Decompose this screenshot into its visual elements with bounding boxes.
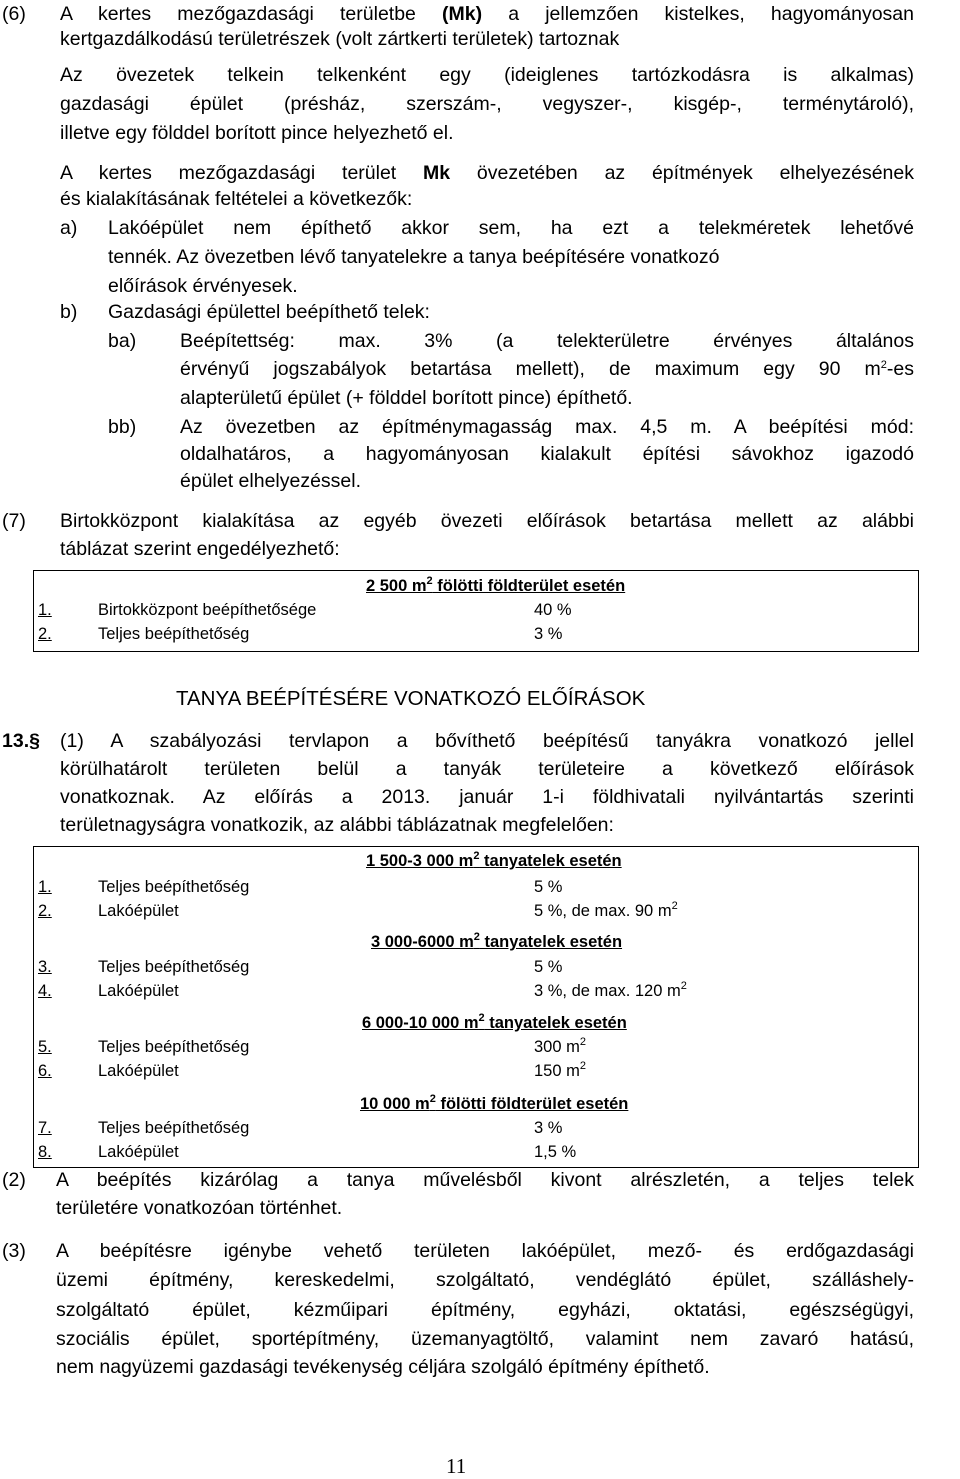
- section-title: TANYA BEÉPÍTÉSÉRE VONATKOZÓ ELŐÍRÁSOK: [176, 687, 646, 710]
- page-number: 11: [446, 1454, 467, 1478]
- text-line: területére vonatkozóan történhet.: [56, 1197, 343, 1219]
- text-line: épület elhelyezéssel.: [180, 470, 362, 492]
- paragraph-number: (7): [2, 510, 26, 532]
- text-line: A beépítésre igénybe vehető területen lakóépület, mező- és erdőgazdasági: [56, 1240, 914, 1262]
- table-row-value: 5 %: [534, 958, 563, 976]
- table-row-value: 40 %: [534, 601, 572, 619]
- text-line: Az övezetben az építménymagasság max. 4,5 m. A beépítési mód:: [180, 416, 914, 438]
- text-line: A kertes mezőgazdasági területbe (Mk) a jellemzően kistelkes, hagyományosan: [60, 3, 914, 25]
- table-row-value: 3 %: [534, 625, 563, 643]
- table-group-header: 10 000 $m^2$ fölötti földterület esetén: [360, 1093, 629, 1113]
- text-line: Beépítettség: max. 3% (a telekterületre érvényes általános: [180, 330, 914, 352]
- table-group-header: 3 000-6000 $m^2$ tanyatelek esetén: [371, 931, 623, 951]
- text-line: üzemi építmény, kereskedelmi, szolgáltató, vendéglátó épület, szálláshely-: [56, 1269, 914, 1291]
- text-line: Gazdasági épülettel beépíthető telek:: [108, 301, 430, 323]
- table-row-label: Teljes beépíthetőség: [98, 878, 250, 896]
- text-line: táblázat szerint engedélyezhető:: [60, 538, 340, 560]
- text-line: gazdasági épület (présház, szerszám-, vegyszer-, kisgép-, terménytároló),: [60, 93, 914, 115]
- paragraph-number: (6): [2, 3, 26, 25]
- table-row-value: 5 %: [534, 878, 563, 896]
- text-line: oldalhatáros, a hagyományosan kialakult építési sávokhoz igazodó: [180, 443, 914, 465]
- table-row-value: 3 %: [534, 1119, 563, 1137]
- text-line: kertgazdálkodású területrészek (volt zártkerti területek) tartoznak: [60, 28, 620, 50]
- text-line: A kertes mezőgazdasági terület Mk övezetében az építmények elhelyezésének: [60, 162, 914, 184]
- text-line: Lakóépület nem építhető akkor sem, ha ezt a telekméretek lehetővé: [108, 217, 914, 239]
- table-row-number: 6.: [38, 1062, 52, 1080]
- text-line: (1) A szabályozási tervlapon a bővíthető beépítésű tanyákra vonatkozó jellel: [60, 730, 914, 752]
- table-row-number: 1.: [38, 601, 52, 619]
- list-label: b): [60, 301, 78, 323]
- table-row-number: 2.: [38, 902, 52, 920]
- text-line: nem nagyüzemi gazdasági tevékenység céljára szolgáló építmény építhető.: [56, 1356, 710, 1378]
- table-row-label: Lakóépület: [98, 1062, 179, 1080]
- table-row-value: 300 $m^2$: [534, 1036, 586, 1056]
- list-label: bb): [108, 416, 137, 438]
- table-row-value: 5 %, de max. 90 $m^2$: [534, 900, 678, 920]
- text-line: körülhatárolt területen belül a tanyák területeire a következő előírások: [60, 758, 914, 780]
- text-line: szolgáltató épület, kézműipari építmény, egyházi, oktatási, egészségügyi,: [56, 1299, 914, 1321]
- text-line: és kialakításának feltételei a következők:: [60, 188, 413, 210]
- table-row-number: 7.: [38, 1119, 52, 1137]
- text-line: vonatkoznak. Az előírás a 2013. január 1-i földhivatali nyilvántartás szerinti: [60, 786, 914, 808]
- table-group-header: 1 500-3 000 $m^2$ tanyatelek esetén: [366, 850, 622, 870]
- text-line: előírások érvényesek.: [108, 275, 298, 297]
- section-number: 13.§: [2, 730, 40, 752]
- table-row-number: 8.: [38, 1143, 52, 1161]
- table-row-label: Teljes beépíthetőség: [98, 625, 250, 643]
- table-row-number: 3.: [38, 958, 52, 976]
- table-row-label: Lakóépület: [98, 902, 179, 920]
- text-line: alapterületű épület (+ földdel borított pince) építhető.: [180, 387, 633, 409]
- table-row-label: Teljes beépíthetőség: [98, 958, 250, 976]
- table-row-value: 3 %, de max. 120 $m^2$: [534, 980, 687, 1000]
- table-row-value: 1,5 %: [534, 1143, 577, 1161]
- table-row-number: 5.: [38, 1038, 52, 1056]
- text-line: területnagyságra vonatkozik, az alábbi táblázatnak megfelelően:: [60, 814, 614, 836]
- table-row-label: Lakóépület: [98, 1143, 179, 1161]
- table-group-header: 2 500 $m^2$ fölötti földterület esetén: [366, 575, 626, 595]
- table-group-header: 6 000-10 000 $m^2$ tanyatelek esetén: [362, 1012, 627, 1032]
- text-line: Birtokközpont kialakítása az egyéb övezeti előírások betartása mellett az alábbi: [60, 510, 914, 532]
- text-line: érvényű jogszabályok betartása mellett), de maximum egy 90 $m^2-es$: [180, 358, 914, 380]
- table-row-number: 2.: [38, 625, 52, 643]
- text-line: tennék. Az övezetben lévő tanyatelekre a tanya beépítésére vonatkozó: [108, 246, 720, 268]
- text-line: Az övezetek telkein telkenként egy (ideiglenes tartózkodásra is alkalmas): [60, 64, 914, 86]
- text-line: szociális épület, sportépítmény, üzemanyagtöltő, valamint nem zavaró hatású,: [56, 1328, 914, 1350]
- table-row-number: 1.: [38, 878, 52, 896]
- text-line: A beépítés kizárólag a tanya művelésből kivont alrészletén, a teljes telek: [56, 1169, 914, 1191]
- table-row-number: 4.: [38, 982, 52, 1000]
- table-row-label: Teljes beépíthetőség: [98, 1038, 250, 1056]
- text-line: illetve egy földdel borított pince helyezhető el.: [60, 122, 454, 144]
- paragraph-number: (2): [2, 1169, 26, 1191]
- table-row-label: Teljes beépíthetőség: [98, 1119, 250, 1137]
- list-label: a): [60, 217, 78, 239]
- table-row-label: Lakóépület: [98, 982, 179, 1000]
- paragraph-number: (3): [2, 1240, 26, 1262]
- table-row-value: 150 $m^2$: [534, 1060, 586, 1080]
- table-row-label: Birtokközpont beépíthetősége: [98, 601, 317, 619]
- list-label: ba): [108, 330, 137, 352]
- section-sign: §: [29, 730, 40, 752]
